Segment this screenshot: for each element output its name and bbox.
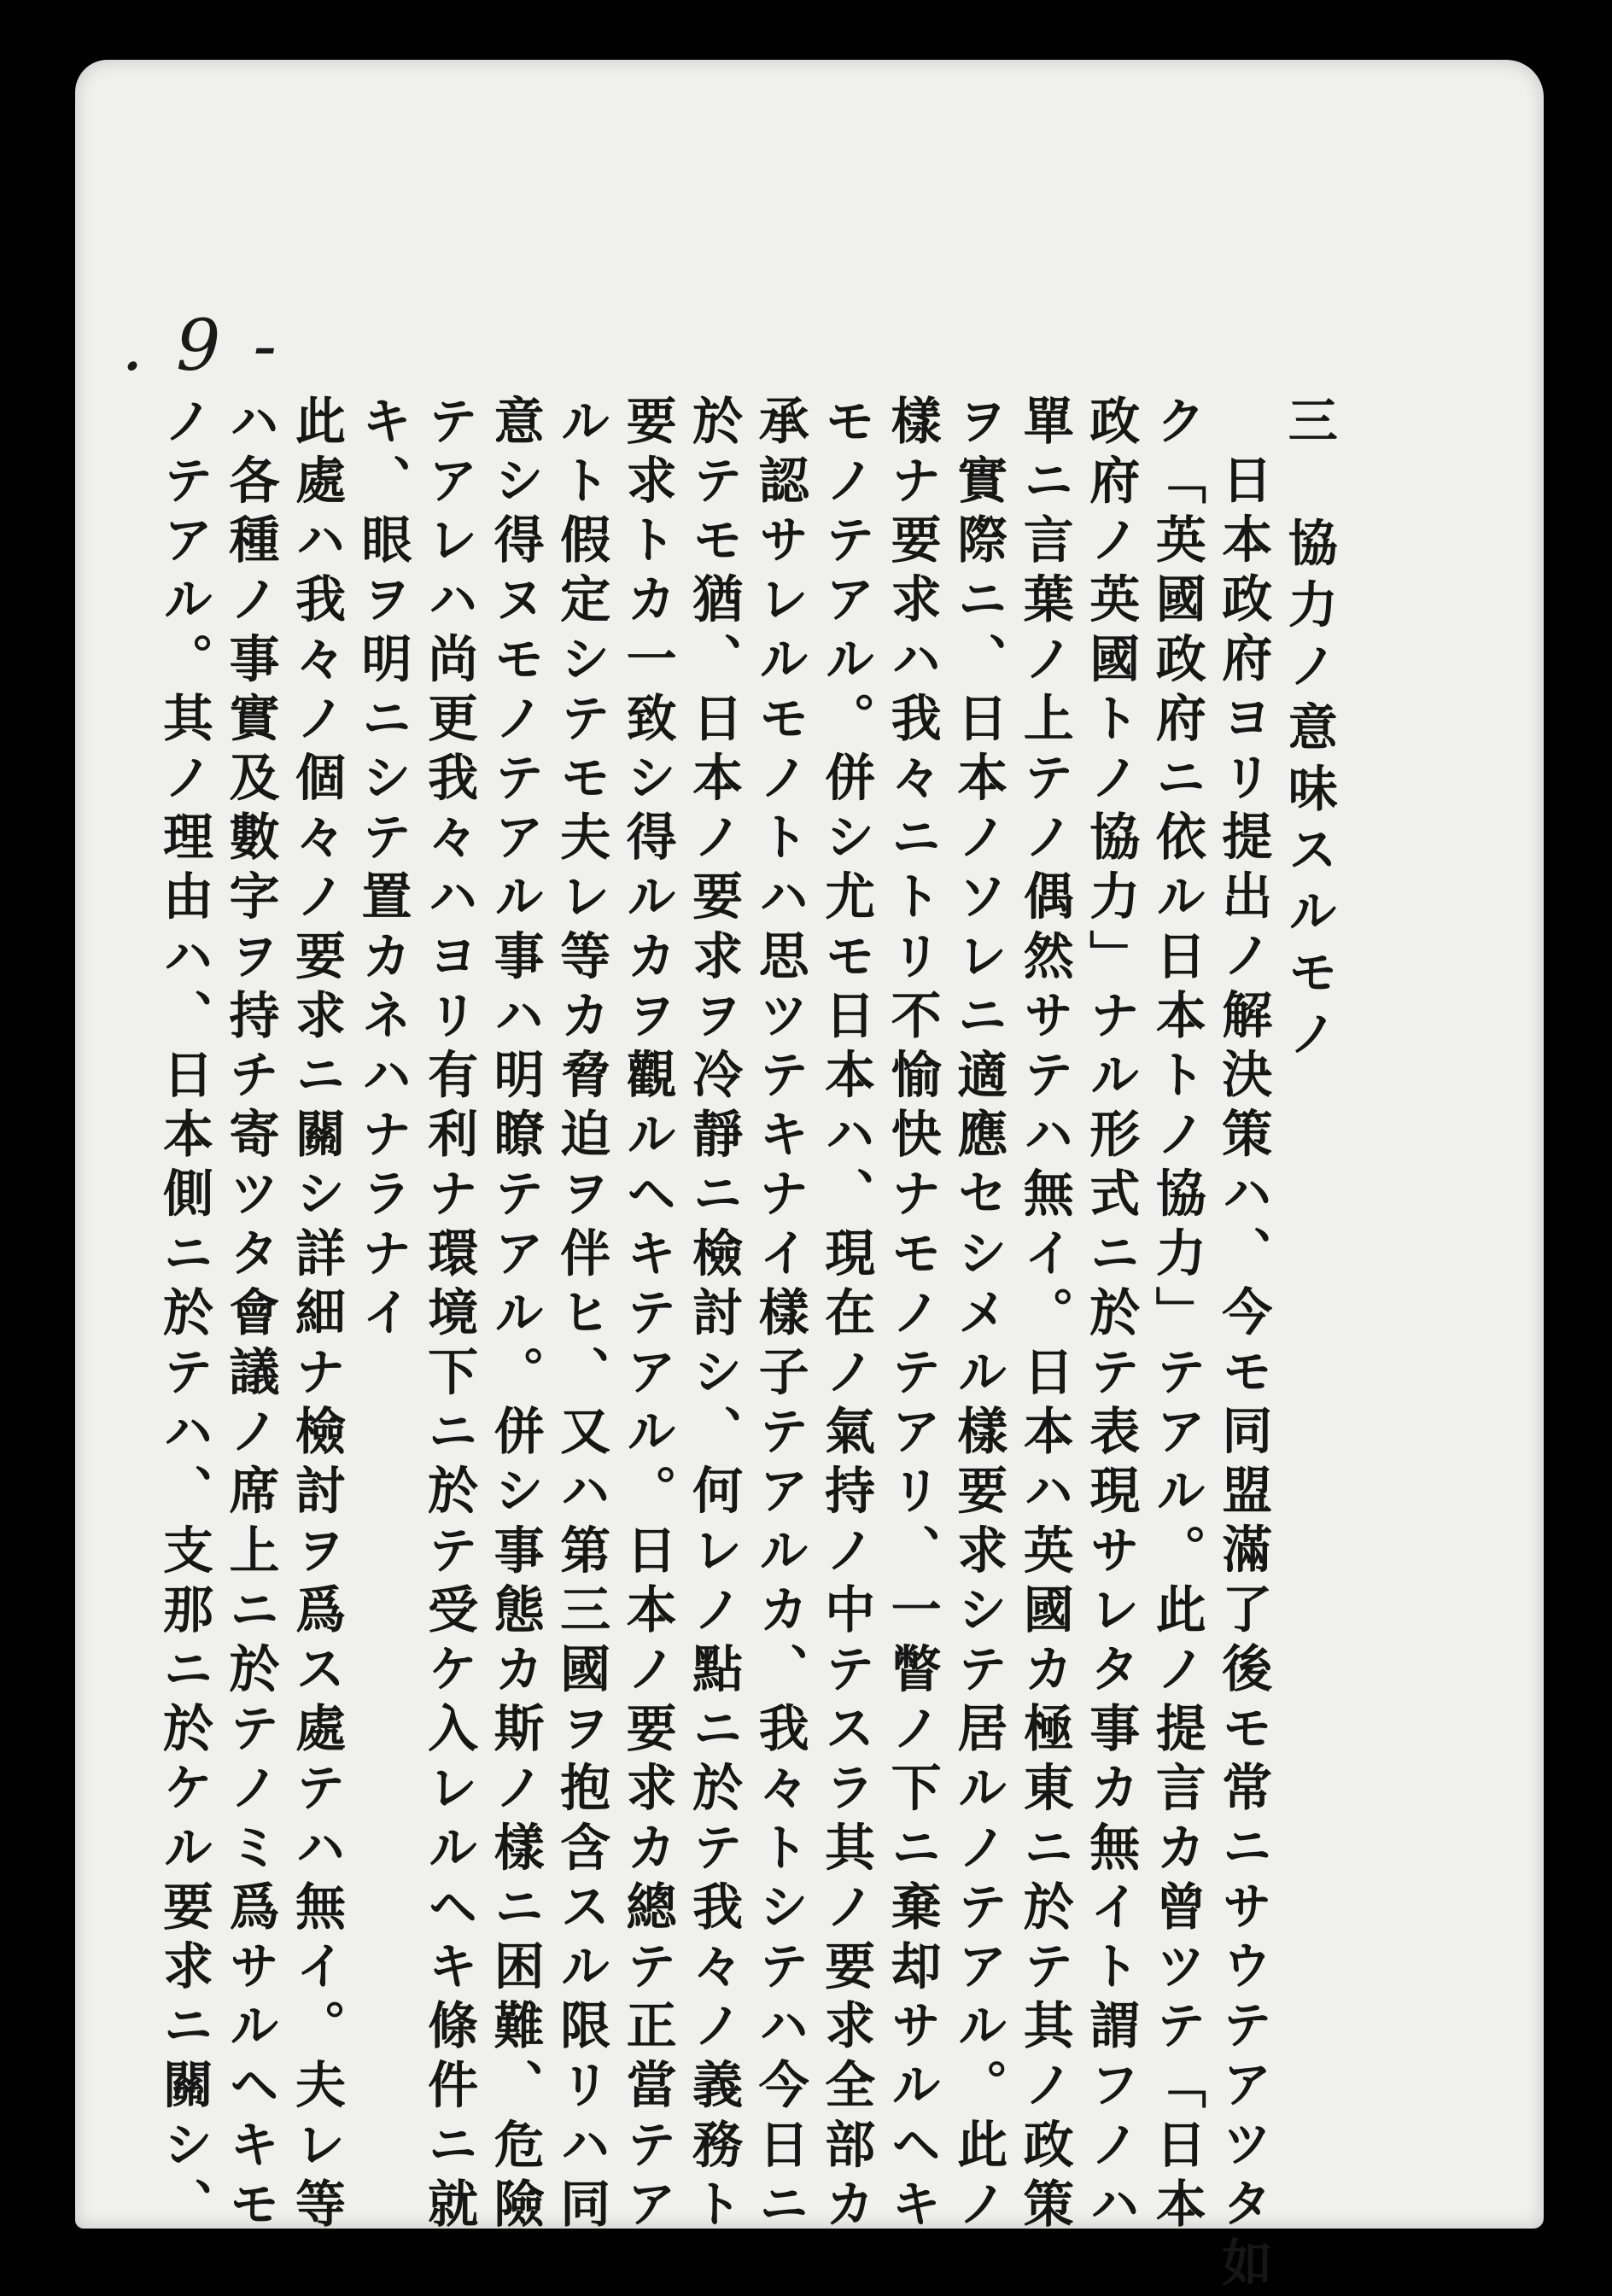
text-column: ハ各種ノ事實及數字ヲ持チ寄ツタ會議ノ席上ニ於テノミ爲サルヘキモ (220, 394, 280, 2237)
page-number: . 9 - (121, 306, 283, 387)
text-column: ク「英國政府ニ依ル日本トノ協力」テアル。此ノ提言カ曾ツテ「日本 (1147, 394, 1206, 2237)
text-column: ルト假定シテモ夫レ等カ脅迫ヲ伴ヒ、又ハ第三國ヲ抱含スル限リハ同 (552, 394, 611, 2237)
text-column: 承認サレルモノトハ思ツテキナイ樣子テアルカ、我々トシテハ今日ニ (750, 394, 809, 2237)
vertical-text-body (155, 394, 1338, 2296)
text-column: 於テモ猶、日本ノ要求ヲ冷靜ニ檢討シ、何レノ點ニ於テ我々ノ義務ト (684, 394, 744, 2237)
text-column: 意シ得ヌモノテアル事ハ明瞭テアル。併シ事態カ斯ノ樣ニ困難、危險 (485, 394, 545, 2237)
text-column: ヲ實際ニ、日本ノソレニ適應セシメル樣要求シテ居ルノテアル。此ノ (949, 394, 1008, 2237)
text-column: 政府ノ英國トノ協力」ナル形式ニ於テ表現サレタ事カ無イト謂フノハ (1081, 394, 1141, 2237)
text-column: ノテアル。其ノ理由ハ、日本側ニ於テハ、支那ニ於ケル要求ニ關シ、 (155, 394, 213, 2237)
text-column: 日本政府ヨリ提出ノ解決策ハ、今モ同盟滿了後モ常ニサウテアツタ如 (1213, 453, 1273, 2296)
text-column: キ、眼ヲ明ニシテ置カネハナラナイ (353, 394, 412, 1346)
text-column: テアレハ尚更我々ハヨリ有利ナ環境下ニ於テ受ケ入レルヘキ條件ニ就 (419, 394, 479, 2237)
text-column: 要求トカ一致シ得ルカヲ觀ルヘキテアル。日本ノ要求カ總テ正當テア (617, 394, 677, 2237)
text-column: 此處ハ我々ノ個々ノ要求ニ關シ詳細ナ檢討ヲ爲ス處テハ無イ。夫レ等 (287, 394, 347, 2237)
text-column: 樣ナ要求ハ我々ニトリ不愉快ナモノテアリ、一瞥ノ下ニ棄却サルヘキ (882, 394, 942, 2237)
text-column: 單ニ言葉ノ上テノ偶然サテハ無イ。日本ハ英國カ極東ニ於テ其ノ政策 (1014, 394, 1074, 2237)
section-heading: 三 協力ノ意味スルモノ (1279, 394, 1338, 1069)
text-column: モノテアル。併シ尤モ日本ハ、現在ノ氣持ノ中テスラ其ノ要求全部カ (816, 394, 876, 2237)
